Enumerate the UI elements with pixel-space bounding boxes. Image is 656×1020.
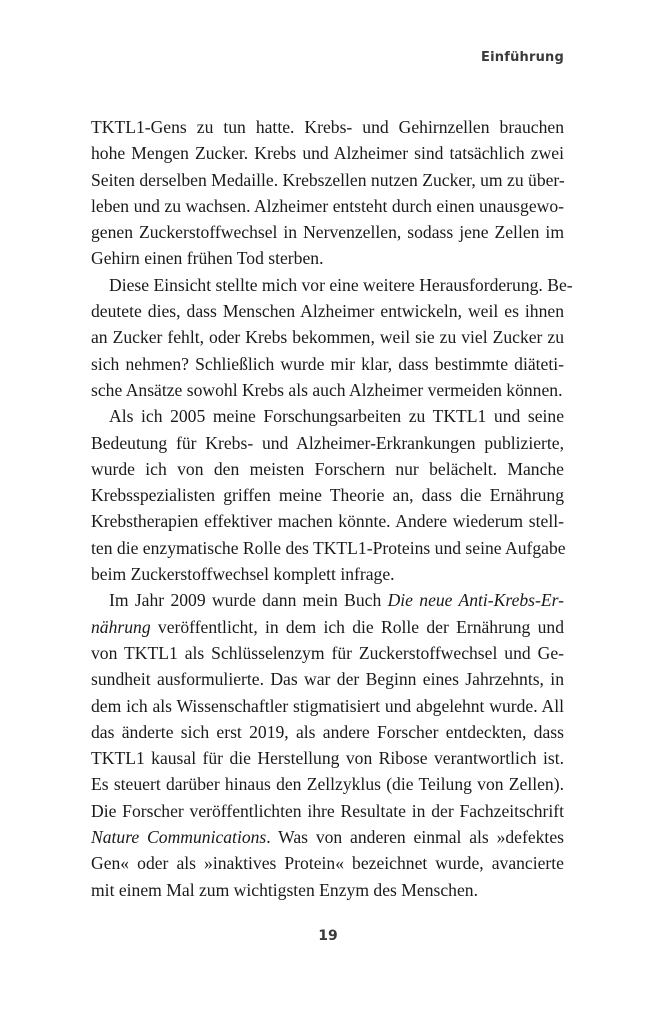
text-line: [91, 824, 564, 850]
text-line: Diese Einsicht stellte mich vor eine weitere Herausforderung. Be-: [109, 274, 573, 295]
text-line: das änderte sich erst 2019, als andere Forscher entdeckten, dass: [91, 721, 564, 742]
text-line: Es steuert darüber hinaus den Zellzyklus (die Teilung von Zellen).: [91, 774, 564, 795]
text-line: genen Zuckerstoffwechsel in Nervenzellen, sodass jene Zellen im: [91, 222, 564, 243]
paragraph-3: [91, 403, 564, 587]
text-line: deutete dies, dass Menschen Alzheimer entwickeln, weil es ihnen: [91, 301, 564, 322]
text-line: sche Ansätze sowohl Krebs als auch Alzheimer vermeiden können.: [91, 379, 563, 400]
text-line: sich nehmen? Schließlich wurde mir klar, dass bestimmte diäteti-: [91, 353, 564, 374]
body-text: [91, 114, 573, 903]
page-number: 19: [318, 928, 338, 944]
text-line: Bedeutung für Krebs- und Alzheimer-Erkrankungen publizierte,: [91, 432, 564, 453]
text-line: Gehirn einen frühen Tod sterben.: [91, 248, 324, 269]
text-line: von TKTL1 als Schlüsselenzym für Zuckerstoffwechsel und Ge-: [91, 642, 564, 663]
text-line: leben und zu wachsen. Alzheimer entsteht durch einen unausgewo-: [91, 195, 564, 216]
running-header: Einführung: [481, 50, 564, 65]
text-line: Seiten derselben Medaille. Krebszellen nutzen Zucker, um zu über-: [91, 169, 565, 190]
text-line: ten die enzymatische Rolle des TKTL1-Proteins und seine Aufgabe: [91, 537, 566, 558]
text-line: an Zucker fehlt, oder Krebs bekommen, weil sie zu viel Zucker zu: [91, 327, 564, 348]
paragraph-4: [91, 587, 564, 903]
text-line: wurde ich von den meisten Forschern nur belächelt. Manche: [91, 458, 564, 479]
text-line: TKTL1 kausal für die Herstellung von Ribose verantwortlich ist.: [91, 748, 564, 769]
text-line: [91, 614, 564, 640]
text-line: dem ich als Wissenschaftler stigmatisiert und abgelehnt wurde. All: [91, 695, 564, 716]
text-line: [91, 587, 564, 613]
book-title-italic: Die neue Anti-Krebs-Er-: [387, 590, 564, 611]
text-line: TKTL1-Gens zu tun hatte. Krebs- und Gehirnzellen brauchen: [91, 117, 564, 137]
text-line: hohe Mengen Zucker. Krebs und Alzheimer sind tatsächlich zwei: [91, 143, 564, 164]
text-line: Gen« oder als »inaktives Protein« bezeichnet wurde, avancierte: [91, 853, 564, 874]
text-line: Krebsspezialisten griffen meine Theorie an, dass die Ernährung: [91, 485, 564, 506]
text-line: beim Zuckerstoffwechsel komplett infrage.: [91, 564, 395, 585]
paragraph-2: [91, 272, 573, 403]
text-line: mit einem Mal zum wichtigsten Enzym des Menschen.: [91, 879, 478, 900]
text-line: sundheit ausformulierte. Das war der Beginn eines Jahrzehnts, in: [91, 669, 564, 690]
text-run: Im Jahr 2009 wurde dann mein Buch: [109, 590, 382, 611]
text-run: . Was von anderen einmal als »defektes: [266, 827, 564, 848]
text-line: Krebstherapien effektiver machen könnte. Andere wiederum stell-: [91, 511, 564, 532]
journal-title-italic: Nature Communications: [91, 827, 267, 848]
text-line: Als ich 2005 meine Forschungsarbeiten zu TKTL1 und seine: [109, 406, 564, 427]
book-title-italic: nährung: [91, 616, 151, 637]
text-line: Die Forscher veröffentlichten ihre Resultate in der Fachzeitschrift: [91, 800, 564, 821]
paragraph-1: [91, 114, 564, 272]
text-run: veröffentlicht, in dem ich die Rolle der Ernährung und: [150, 616, 564, 637]
